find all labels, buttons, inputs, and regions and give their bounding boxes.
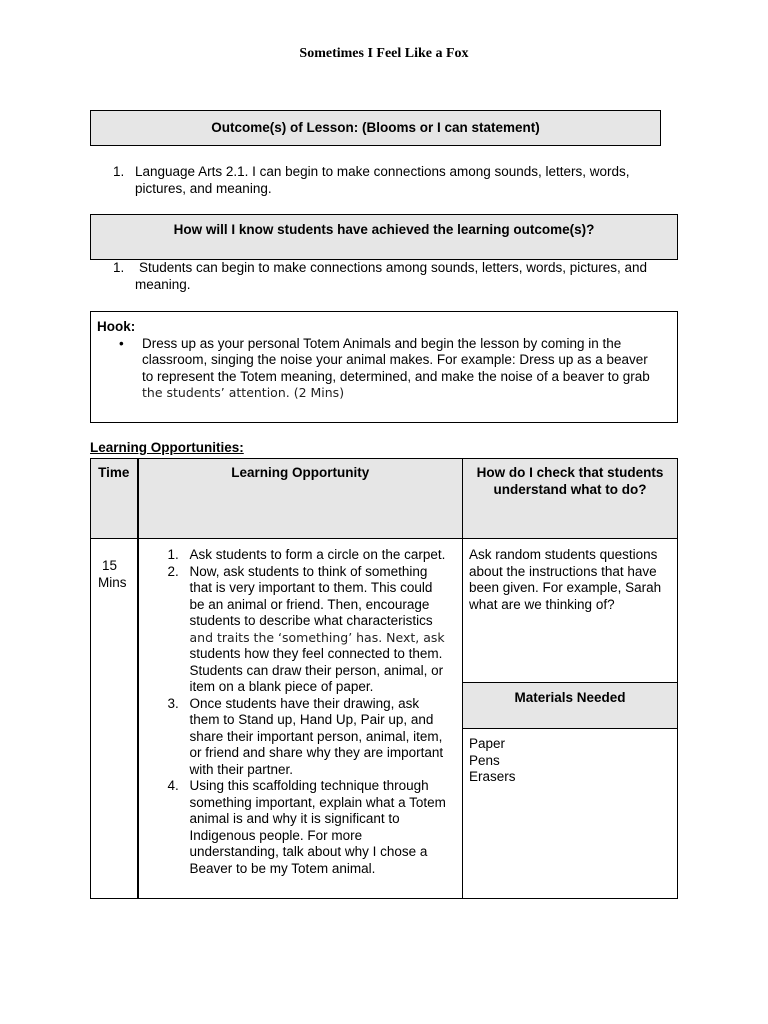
assessment-text-line: meaning.: [135, 276, 191, 292]
outcome-text-line: pictures, and meaning.: [135, 180, 272, 196]
assessment-heading-box: [90, 214, 678, 260]
assessment-list: [113, 260, 673, 293]
hook-text-line: Dress up as your personal Totem Animals and begin the lesson by coming in the: [142, 335, 622, 351]
materials-list: [463, 729, 677, 786]
steps-list: [139, 547, 463, 877]
hook-text-line: classroom, singing the noise your animal makes. For example: Dress up as a beaver: [142, 352, 648, 367]
material-item: Paper: [469, 736, 506, 751]
outcomes-heading-box: [90, 110, 661, 146]
hook-bullet-item: [97, 336, 667, 402]
learning-opportunities-table: [90, 458, 678, 899]
hook-label: Hook:: [97, 319, 136, 334]
step-item: 1. Ask students to form a circle on the carpet.: [167, 547, 446, 562]
learning-opportunities-heading: Learning Opportunities:: [90, 440, 244, 455]
document-title: Sometimes I Feel Like a Fox: [299, 46, 469, 61]
materials-heading: Materials Needed: [463, 683, 677, 729]
opportunity-column-header: Learning Opportunity: [138, 459, 463, 539]
outcomes-heading: Outcome(s) of Lesson: (Blooms or I can statement): [211, 120, 540, 135]
material-item: Erasers: [469, 769, 516, 784]
time-cell: [91, 539, 138, 899]
outcome-number: 1.: [113, 164, 125, 179]
assessment-heading: How will I know students have achieved the learning outcome(s)?: [173, 222, 595, 237]
assessment-number: 1.: [113, 260, 125, 275]
step-item: 2. Now, ask students to think of something that is very important to them. This could be an animal or friend. Then, encourage students to describe what characteristics and traits the ‘something’ has. Next, ask students how they feel connected to them. Students can draw their person, animal, or item on a blank piece of paper.: [167, 563, 445, 694]
check-text-block: Ask random students questions about the instructions that have been given. For example, Sarah what are we thinking of?: [463, 539, 677, 683]
hook-box: [90, 311, 678, 423]
assessment-text-line: Students can begin to make connections among sounds, letters, words, pictures, and: [139, 260, 648, 275]
check-column-header: How do I check that students understand what to do?: [463, 459, 678, 539]
time-column-header: Time: [91, 459, 138, 539]
outcome-item: [113, 164, 673, 197]
time-value: 15: [102, 558, 118, 573]
hook-text-line: to represent the Totem meaning, determined, and make the noise of a beaver to grab: [142, 368, 650, 384]
material-item: Pens: [469, 752, 500, 768]
step-item: 3. Once students have their drawing, ask them to Stand up, Hand Up, Pair up, and share their important person, animal, item, or friend and share why they are important with their partner.: [167, 695, 444, 777]
check-cell: [463, 539, 678, 899]
step-item: 4. Using this scaffolding technique through something important, explain what a Totem animal is and why it is significant to Indigenous people. For more understanding, talk about why I chose a Beaver to be my Totem animal.: [167, 778, 446, 876]
hook-text-line: the students’ attention. (2 Mins): [142, 385, 345, 400]
outcome-text-line: Language Arts 2.1. I can begin to make connections among sounds, letters, words,: [135, 164, 630, 179]
assessment-item: [113, 260, 673, 293]
opportunity-cell: [138, 539, 463, 899]
bullet-icon: •: [119, 335, 124, 351]
time-unit: Mins: [98, 574, 127, 590]
outcomes-list: [113, 164, 673, 197]
